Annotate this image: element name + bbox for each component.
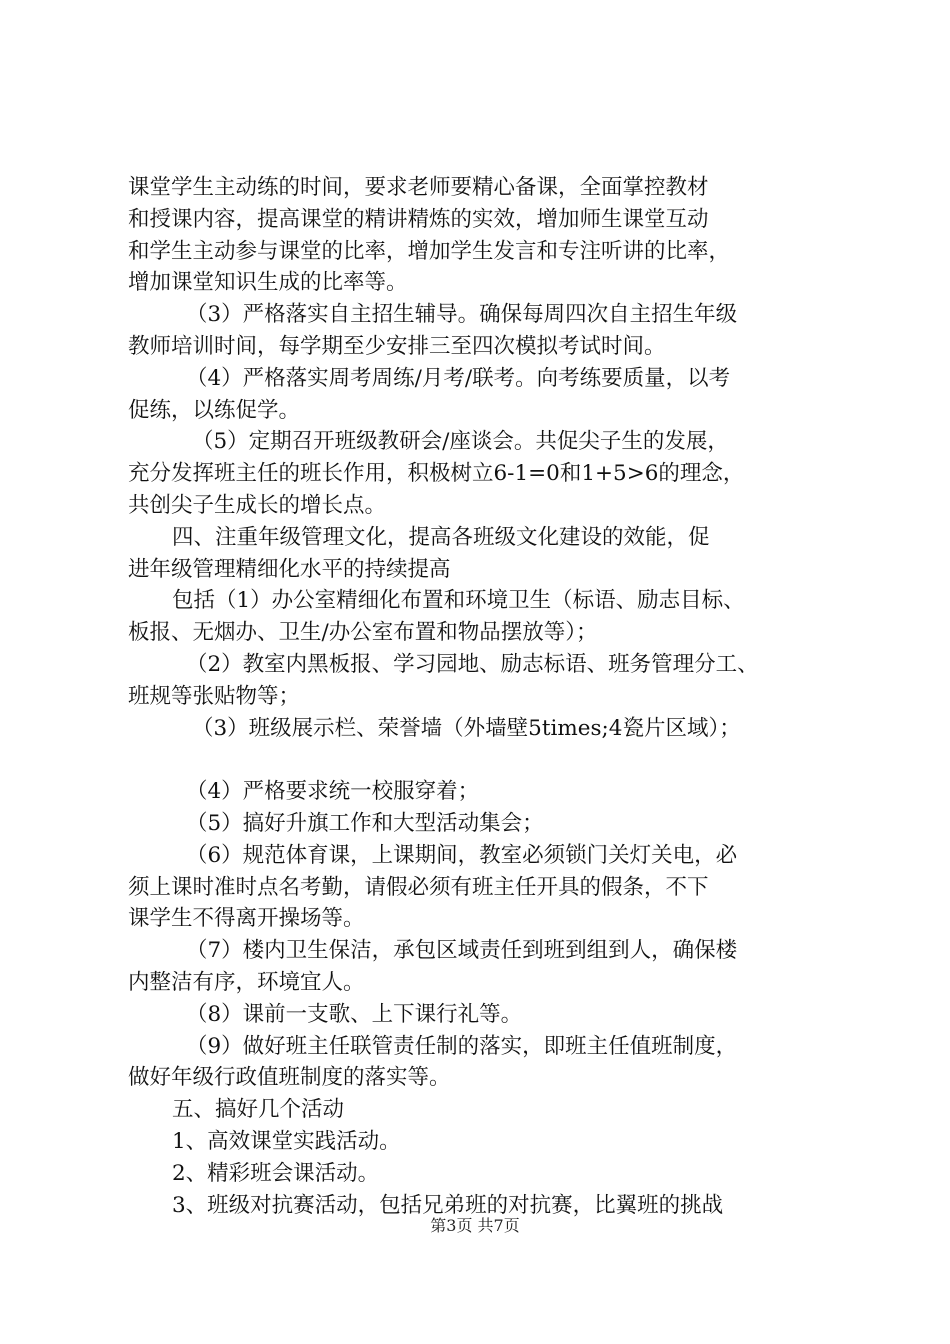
text-line: 课堂学生主动练的时间，要求老师要精心备课，全面掌控教材	[128, 175, 709, 200]
list-item: 2、精彩班会课活动。	[172, 1160, 380, 1186]
text-line: 促练，以练促学。	[128, 397, 301, 423]
text-line: 内整洁有序，环境宜人。	[128, 969, 365, 995]
text-line: 包括（1）办公室精细化布置和环境卫生（标语、励志目标、	[172, 588, 745, 614]
blank-line	[128, 744, 838, 776]
section-heading: 四、注重年级管理文化，提高各班级文化建设的效能，促	[172, 524, 710, 550]
text-line: 和学生主动参与课堂的比率，增加学生发言和专注听讲的比率，	[128, 238, 731, 264]
text-line: 增加课堂知识生成的比率等。	[128, 270, 408, 296]
section-heading-continued: 进年级管理精细化水平的持续提高	[128, 556, 451, 582]
text-line: （5）搞好升旗工作和大型活动集会；	[186, 810, 544, 836]
text-line: 教师培训时间，每学期至少安排三至四次模拟考试时间。	[128, 333, 666, 359]
text-line: 做好年级行政值班制度的落实等。	[128, 1065, 451, 1091]
text-line: （5）定期召开班级教研会/座谈会。共促尖子生的发展，	[192, 429, 729, 455]
section-heading: 五、搞好几个活动	[172, 1097, 345, 1123]
text-line: 须上课时准时点名考勤，请假必须有班主任开具的假条，不下	[128, 874, 709, 900]
text-line: 课学生不得离开操场等。	[128, 906, 365, 932]
text-line: （3）班级展示栏、荣誉墙（外墙壁5times;4瓷片区域）；	[192, 715, 741, 741]
text-line: 共创尖子生成长的增长点。	[128, 492, 387, 518]
document-body	[128, 172, 838, 1221]
text-line: （4）严格落实周考周练/月考/联考。向考练要质量，以考	[186, 365, 731, 391]
text-line: （7）楼内卫生保洁，承包区域责任到班到组到人，确保楼	[186, 938, 738, 964]
text-line: 充分发挥班主任的班长作用，积极树立6-1=0和1+5>6的理念，	[128, 461, 745, 487]
list-item: 1、高效课堂实践活动。	[172, 1128, 401, 1154]
text-line: （9）做好班主任联管责任制的落实，即班主任值班制度，	[186, 1033, 738, 1059]
text-line: 和授课内容，提高课堂的精讲精炼的实效，增加师生课堂互动	[128, 206, 709, 232]
page-number-footer: 第3页 共7页	[430, 1216, 520, 1235]
text-line: 板报、无烟办、卫生/办公室布置和物品摆放等）；	[128, 620, 598, 646]
list-item: 3、班级对抗赛活动，包括兄弟班的对抗赛，比翼班的挑战	[172, 1192, 724, 1218]
text-line: （3）严格落实自主招生辅导。确保每周四次自主招生年级	[186, 302, 738, 328]
text-line: （4）严格要求统一校服穿着；	[186, 779, 480, 805]
text-line: （8）课前一支歌、上下课行礼等。	[186, 1001, 523, 1027]
text-line: 班规等张贴物等；	[128, 683, 301, 709]
text-line: （6）规范体育课，上课期间，教室必须锁门关灯关电，必	[186, 842, 738, 868]
text-line: （2）教室内黑板报、学习园地、励志标语、班务管理分工、	[186, 651, 759, 677]
